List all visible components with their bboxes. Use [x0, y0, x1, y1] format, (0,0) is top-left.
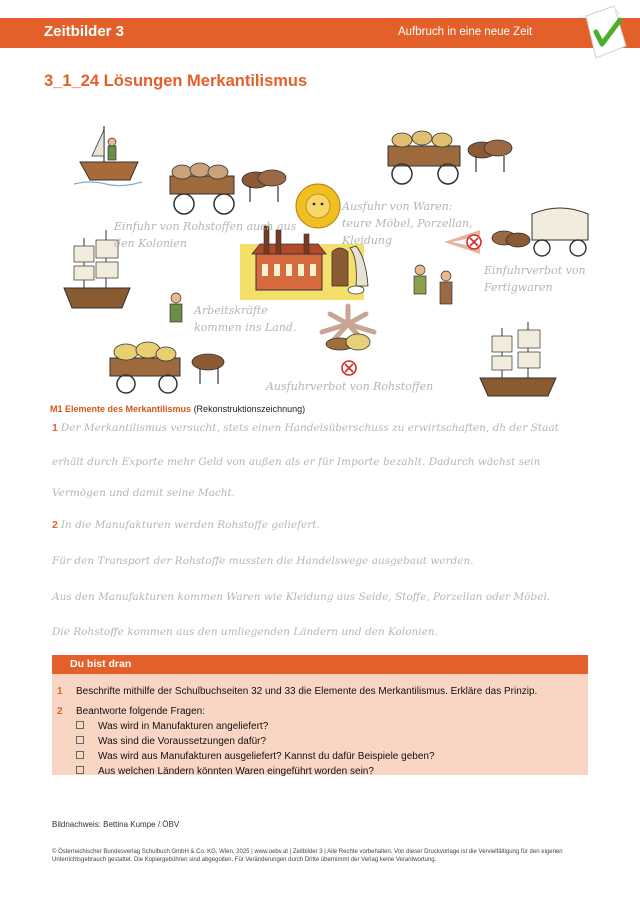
- caption-rest: (Rekonstruktionszeichnung): [191, 404, 306, 414]
- cart-icon: [170, 163, 286, 214]
- copyright-footer: © Österreichischer Bundesverlag Schulbuch GmbH & Co. KG, Wien, 2025 | www.oebv.at | Zeitbilder 3 | Alle Rechte vorbehalten. Von dieser Druckvorlage ist die Vervielfältigung für den eigenen Unterrichtsgebrauch gestattet. Die Kopiergebühren sind abgegolten. Für Veränderungen durch Dritte übernimmt der Verlag keine Verantwortung.: [52, 849, 563, 863]
- task-box-header: [52, 655, 588, 674]
- question-text: Was wird aus Manufakturen ausgeliefert? Kannst du dafür Beispiele geben?: [98, 751, 435, 762]
- task-box-title: Du bist dran: [70, 658, 132, 670]
- sailboat-icon: [74, 126, 142, 186]
- book-title: Zeitbilder 3: [44, 23, 125, 40]
- page-title: 3_1_24 Lösungen Merkantilismus: [44, 72, 308, 90]
- ship-icon: [480, 322, 556, 396]
- task-2: [57, 706, 205, 717]
- answer-line: [52, 422, 559, 434]
- answer-text: Der Merkantilismus versucht, stets einen Handelsüberschuss zu erwirtschaften, dh der Staat: [60, 422, 559, 434]
- label-ausfuhr-waren: Ausfuhr von Waren: teure Möbel, Porzellan, Kleidung: [342, 200, 473, 247]
- answer-line: erhält durch Exporte mehr Geld von außen als er für Importe bezahlt. Dadurch wächst sein: [52, 456, 541, 468]
- question-text: Aus welchen Ländern könnten Waren eingeführt worden sein?: [98, 766, 374, 777]
- answer-number: 2: [52, 519, 58, 531]
- image-credit: Bildnachweis: Bettina Kumpe / ÖBV: [52, 820, 180, 829]
- sun-king-icon: [296, 184, 340, 228]
- task-number: 1: [57, 686, 63, 697]
- wagon-icon: [492, 208, 588, 256]
- task-text: Beschrifte mithilfe der Schulbuchseiten 32 und 33 die Elemente des Merkantilismus. Erkläre das Prinzip.: [76, 686, 538, 697]
- answer-line: Vermögen und damit seine Macht.: [52, 487, 236, 499]
- raw-materials-icon: [322, 306, 374, 375]
- label-einfuhrverbot: Einfuhrverbot von Fertigwaren: [484, 264, 586, 294]
- checkbox-icon[interactable]: [76, 766, 84, 774]
- answer-line: Die Rohstoffe kommen aus den umliegenden Ländern und den Kolonien.: [52, 626, 438, 638]
- answer-line: Für den Transport der Rohstoffe mussten die Handelswege ausgebaut werden.: [52, 555, 474, 567]
- task-box: [52, 655, 588, 775]
- task-text: Beantworte folgende Fragen:: [76, 706, 205, 717]
- answer-line: [52, 519, 320, 531]
- checkmark-sheet-icon: [580, 4, 630, 62]
- checkbox-icon[interactable]: [76, 721, 84, 729]
- label-arbeitskraefte: Arbeitskräfte kommen ins Land.: [194, 304, 297, 334]
- task-1: [57, 686, 538, 697]
- chapter-title: Aufbruch in eine neue Zeit: [398, 26, 533, 38]
- page-header: [0, 18, 640, 48]
- answer-line: Aus den Manufakturen kommen Waren wie Kleidung aus Seide, Stoffe, Porzellan oder Möbel.: [52, 591, 551, 603]
- label-ausfuhrverbot: Ausfuhrverbot von Rohstoffen: [266, 380, 434, 393]
- caption-tag: M1 Elemente des Merkantilismus: [50, 404, 192, 414]
- question-item: [76, 721, 268, 732]
- question-text: Was wird in Manufakturen angeliefert?: [98, 721, 269, 732]
- checkbox-icon[interactable]: [76, 751, 84, 759]
- answer-number: 1: [52, 422, 58, 434]
- answer-text: In die Manufakturen werden Rohstoffe geliefert.: [60, 519, 320, 531]
- question-item: [76, 751, 435, 762]
- question-item: [76, 736, 266, 747]
- merkantilismus-illustration: [60, 118, 600, 400]
- cart-icon: [110, 342, 224, 393]
- task-number: 2: [57, 706, 63, 717]
- cart-icon: [388, 131, 512, 184]
- question-text: Was sind die Voraussetzungen dafür?: [98, 736, 267, 747]
- checkbox-icon[interactable]: [76, 736, 84, 744]
- question-item: [76, 766, 374, 777]
- label-einfuhr: Einfuhr von Rohstoffen auch aus den Kolonien: [114, 220, 297, 250]
- figure-caption: [50, 404, 305, 414]
